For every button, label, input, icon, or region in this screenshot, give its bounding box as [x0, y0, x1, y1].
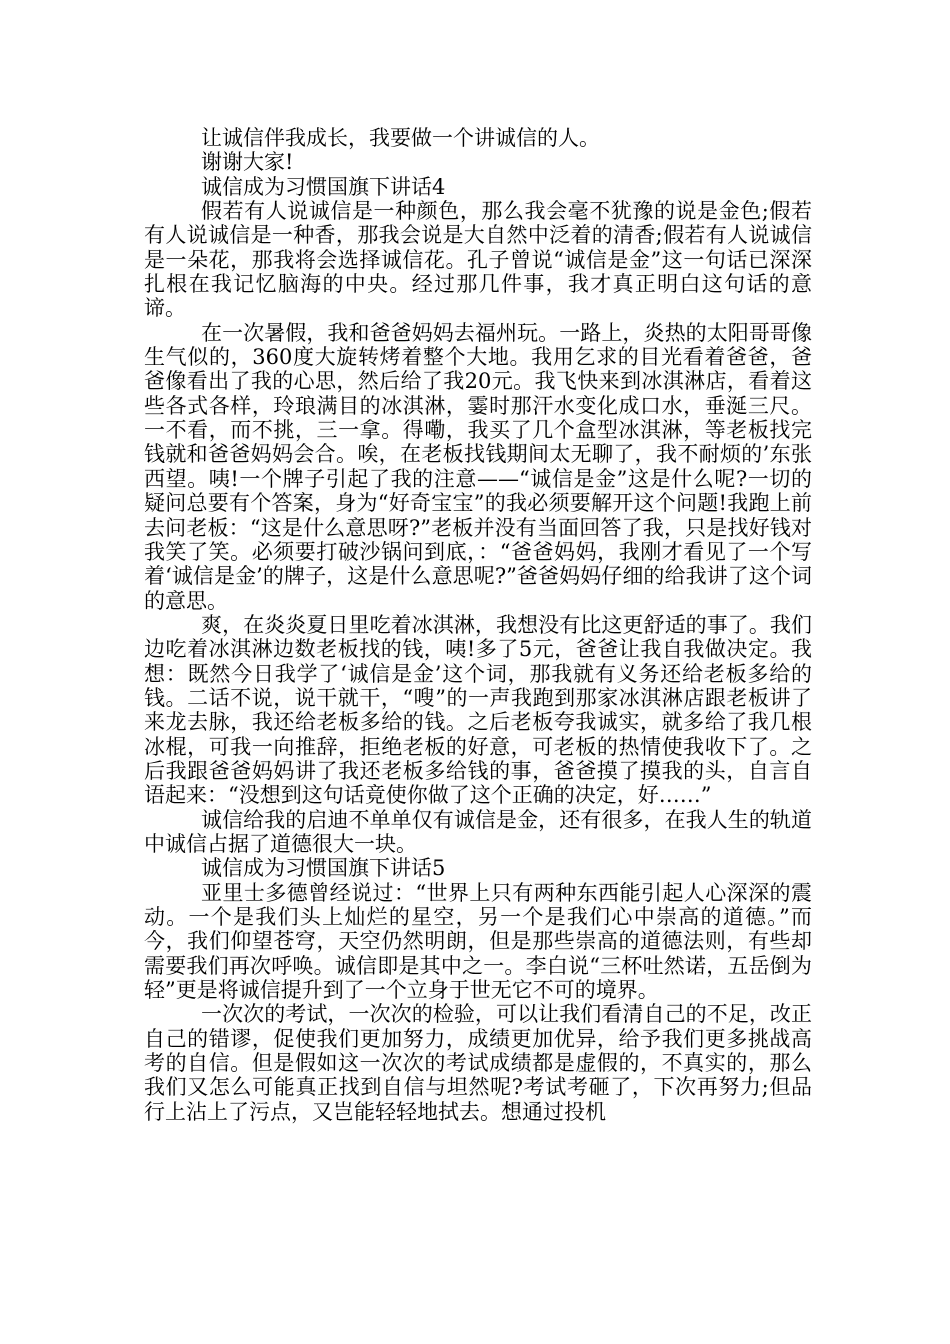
paragraph-exams: 一次次的考试，一次次的检验，可以让我们看清自己的不足，改正自己的错谬，促使我们更加努力，成绩更加优异，给予我们更多挑战高考的自信。但是假如这一次次的考试成绩都是虚假的，不真实的，那么我们又怎么可能真正找到自信与坦然呢?考试考砸了，下次再努力;但品行上沾上了污点，又岂能轻轻地拭去。想通过投机 [144, 1002, 812, 1124]
document-body [144, 126, 812, 1124]
section-heading-4: 诚信成为习惯国旗下讲话4 [201, 174, 446, 199]
paragraph-conclusion-4: 诚信给我的启迪不单单仅有诚信是金，还有很多，在我人生的轨道中诚信占据了道德很大一块。 [144, 807, 812, 856]
section-heading-5: 诚信成为习惯国旗下讲话5 [201, 856, 446, 881]
paragraph-story-summer: 在一次暑假，我和爸爸妈妈去福州玩。一路上，炎热的太阳哥哥像生气似的，360度大旋转烤着整个大地。我用乞求的目光看着爸爸，爸爸像看出了我的心思，然后给了我20元。我飞快来到冰淇淋店，看着这些各式各样，玲琅满目的冰淇淋，霎时那汗水变化成口水，垂涎三尺。一不看，而不挑，三一拿。得嘞，我买了几个盒型冰淇淋，等老板找完钱就和爸爸妈妈会合。唉，在老板找钱期间太无聊了，我不耐烦的’东张西望。咦!一个牌子引起了我的注意——“诚信是金”这是什么呢?一切的疑问总要有个答案，身为“好奇宝宝”的我必须要解开这个问题!我跑上前去问老板：“这是什么意思呀?”老板并没有当面回答了我，只是找好钱对我笑了笑。必须要打破沙锅问到底，：“爸爸妈妈，我刚才看见了一个写着‘诚信是金’的牌子，这是什么意思呢?”爸爸妈妈仔细的给我讲了这个词的意思。 [144, 320, 812, 613]
paragraph-intro-5: 亚里士多德曾经说过：“世界上只有两种东西能引起人心深深的震动。一个是我们头上灿烂的星空，另一个是我们心中崇高的道德。”而今，我们仰望苍穹，天空仍然明朗，但是那些崇高的道德法则，有些却需要我们再次呼唤。诚信即是其中之一。李白说“三杯吐然诺，五岳倒为轻”更是将诚信提升到了一个立身于世无它不可的境界。 [144, 880, 812, 1003]
paragraph-thanks: 谢谢大家! [201, 150, 294, 175]
paragraph-intro-4: 假若有人说诚信是一种颜色，那么我会毫不犹豫的说是金色;假若有人说诚信是一种香，那我会说是大自然中泛着的清香;假若有人说诚信是一朵花，那我将会选择诚信花。孔子曾说“诚信是金”这一句话已深深扎根在我记忆脑海的中央。经过那几件事，我才真正明白这句话的意谛。 [144, 199, 812, 321]
paragraph-closing-line: 让诚信伴我成长，我要做一个讲诚信的人。 [201, 126, 600, 150]
paragraph-story-return-money: 爽，在炎炎夏日里吃着冰淇淋，我想没有比这更舒适的事了。我们边吃着冰淇淋边数老板找的钱，咦!多了5元，爸爸让我自我做决定。我想：既然今日我学了‘诚信是金’这个词，那我就有义务还给老板多给的钱。二话不说，说干就干，“嗖”的一声我跑到那家冰淇淋店跟老板讲了来龙去脉，我还给老板多给的钱。之后老板夸我诚实，就多给了我几根冰棍，可我一向推辞，拒绝老板的好意，可老板的热情使我收下了。之后我跟爸爸妈妈讲了我还老板多给钱的事，爸爸摸了摸我的头，自言自语起来：“没想到这句话竟使你做了这个正确的决定，好……” [144, 612, 812, 808]
